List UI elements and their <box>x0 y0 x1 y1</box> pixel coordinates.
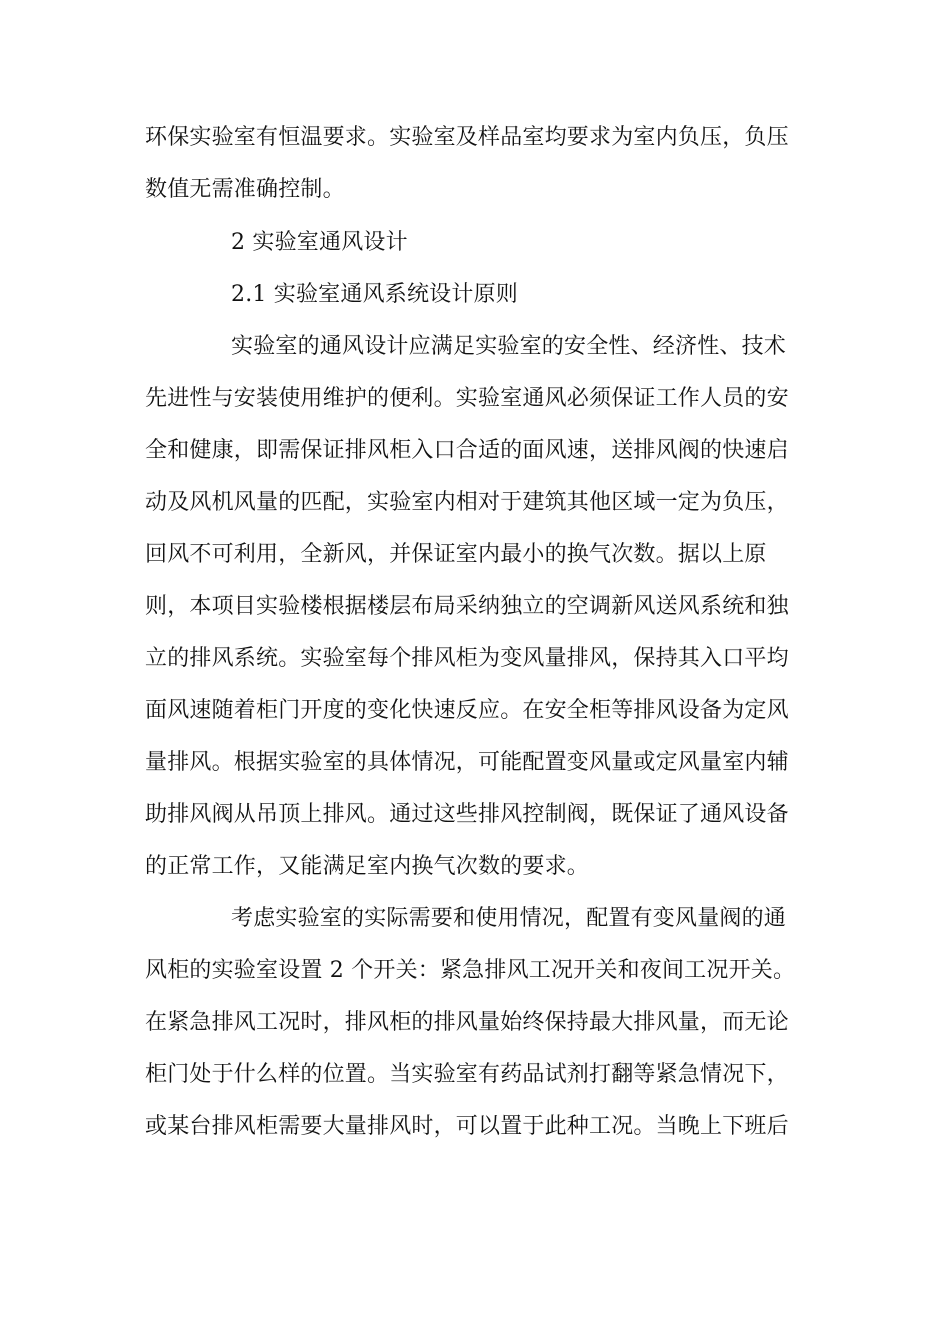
paragraph-line: 量排风。根据实验室的具体情况，可能配置变风量或定风量室内辅 <box>145 750 789 775</box>
paragraph-line: 的正常工作，又能满足室内换气次数的要求。 <box>145 854 590 879</box>
paragraph-line: 在紧急排风工况时，排风柜的排风量始终保持最大排风量，而无论 <box>145 1010 789 1035</box>
paragraph-line: 先进性与安装使用维护的便利。实验室通风必须保证工作人员的安 <box>145 386 789 411</box>
paragraph-line: 立的排风系统。实验室每个排风柜为变风量排风，保持其入口平均 <box>145 646 789 671</box>
paragraph-line: 面风速随着柜门开度的变化快速反应。在安全柜等排风设备为定风 <box>145 698 789 723</box>
paragraph-line: 环保实验室有恒温要求。实验室及样品室均要求为室内负压，负压 <box>145 125 789 150</box>
paragraph-line: 全和健康，即需保证排风柜入口合适的面风速，送排风阀的快速启 <box>145 438 789 463</box>
paragraph-line: 助排风阀从吊顶上排风。通过这些排风控制阀，既保证了通风设备 <box>145 802 789 827</box>
paragraph-line: 实验室的通风设计应满足实验室的安全性、经济性、技术 <box>231 334 787 359</box>
subsection-heading: 2.1 实验室通风系统设计原则 <box>231 282 518 307</box>
paragraph-line: 回风不可利用，全新风，并保证室内最小的换气次数。据以上原 <box>145 542 767 567</box>
section-heading: 2 实验室通风设计 <box>231 230 408 255</box>
paragraph-line: 则，本项目实验楼根据楼层布局采纳独立的空调新风送风系统和独 <box>145 594 789 619</box>
paragraph-line: 考虑实验室的实际需要和使用情况，配置有变风量阀的通 <box>231 906 787 931</box>
paragraph-line: 数值无需准确控制。 <box>145 177 345 202</box>
paragraph-line: 或某台排风柜需要大量排风时，可以置于此种工况。当晚上下班后 <box>145 1114 789 1139</box>
paragraph-line: 风柜的实验室设置 2 个开关：紧急排风工况开关和夜间工况开关。 <box>145 958 796 983</box>
paragraph-line: 柜门处于什么样的位置。当实验室有药品试剂打翻等紧急情况下， <box>145 1062 789 1087</box>
paragraph-line: 动及风机风量的匹配，实验室内相对于建筑其他区域一定为负压， <box>145 490 789 515</box>
